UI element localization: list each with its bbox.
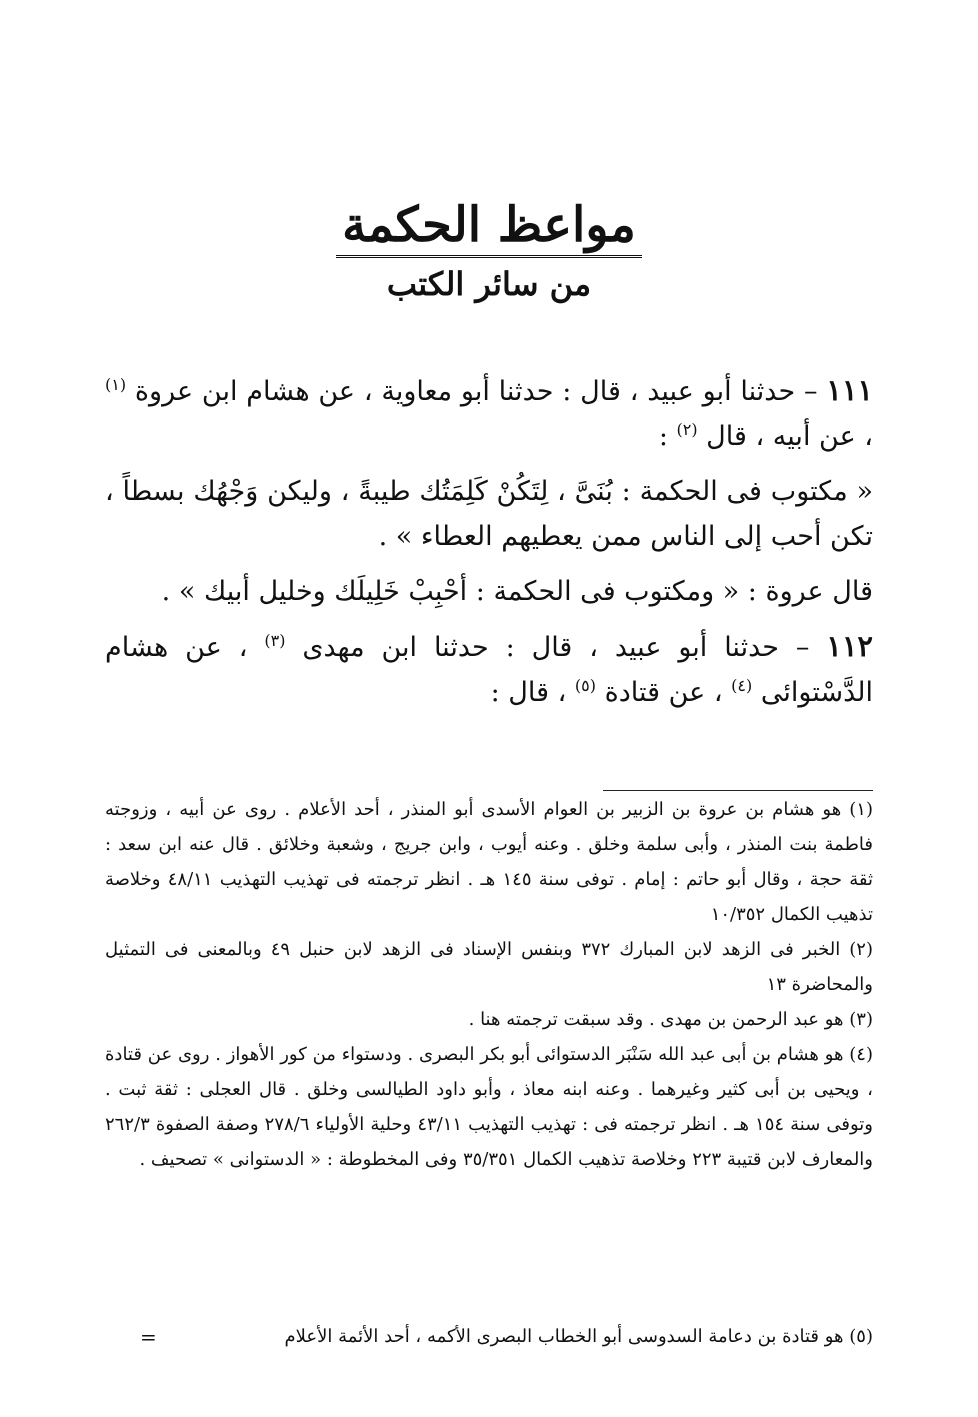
footnote-ref[interactable]: (٤) xyxy=(731,676,753,695)
paragraph-112 xyxy=(105,624,873,715)
footnote-5: (٥) هو قتادة بن دعامة السدوسى أبو الخطاب البصرى الأكمه ، أحد الأئمة الأعلام xyxy=(284,1326,873,1347)
chapter-subtitle: من سائر الكتب xyxy=(386,265,592,303)
paragraph-text: : xyxy=(658,421,677,452)
paragraph-quote-2: قال عروة : « ومكتوب فى الحكمة : أحْبِبْ خَلِيلَك وخليل أبيك » . xyxy=(161,576,873,607)
paragraph-text: ، عن قتادة xyxy=(596,677,732,708)
paragraph-quote-1: « مكتوب فى الحكمة : بُنَىَّ ، لِتَكُنْ كَلِمَتُك طيبةً ، وليكن وَجْهُك بسطاً ، تكن أحب إلى الناس ممن يعطيهم العطاء » . xyxy=(105,476,873,552)
entry-number: ١١١ xyxy=(826,373,873,407)
chapter-title: مواعظ الحكمة xyxy=(336,195,642,258)
paragraph-text: ، قال : xyxy=(490,677,575,708)
footnote-4: (٤) هو هشام بن أبى عبد الله سَنْبَر الدستوائى أبو بكر البصرى . ودستواء من كور الأهواز . روى عن قتادة ، ويحيى بن أبى كثير وغيرهما . وعنه ابنه معاذ ، وأبو داود الطيالسى وخلق . قال العجلى : ثقة ثبت . وتوفى سنة ١٥٤ هـ . انظر ترجمته فى : تهذيب التهذيب ٤٣/١١ وحلية الأولياء ٢٧٨/٦ وصفة الصفوة ٢٦٢/٣ والمعارف لابن قتيبة ٢٢٣ وخلاصة تذهيب الكمال ٣٥/٣٥١ وفى المخطوطة : « الدستوانى » تصحيف . xyxy=(105,1044,873,1170)
footnote-3: (٣) هو عبد الرحمن بن مهدى . وقد سبقت ترجمته هنا . xyxy=(468,1009,873,1030)
footnote-separator xyxy=(603,790,873,791)
paragraph-text: – حدثنا أبو عبيد ، قال : حدثنا ابن مهدى xyxy=(285,632,827,663)
continuation-mark: = xyxy=(140,1325,157,1349)
paragraph-111 xyxy=(105,368,873,459)
footnote-2: (٢) الخبر فى الزهد لابن المبارك ٣٧٢ وبنفس الإسناد فى الزهد لابن حنبل ٤٩ وبالمعنى فى التمثيل والمحاضرة ١٣ xyxy=(105,939,873,995)
paragraph-text: ، عن هشام الدَّسْتوائى xyxy=(105,632,873,708)
footnotes xyxy=(105,792,873,1177)
footnote-1: (١) هو هشام بن عروة بن الزبير بن العوام الأسدى أبو المنذر ، أحد الأعلام . روى عن أبيه ، وزوجته فاطمة بنت المنذر ، وأبى سلمة وخلق . وعنه أيوب ، وابن جريج ، وشعبة وخلائق . قال عنه ابن سعد : ثقة حجة ، وقال أبو حاتم : إمام . توفى سنة ١٤٥ هـ . انظر ترجمته فى تهذيب التهذيب ٤٨/١١ وخلاصة تذهيب الكمال ١٠/٣٥٢ xyxy=(105,799,873,925)
footnote-ref[interactable]: (١) xyxy=(105,375,127,394)
entry-number: ١١٢ xyxy=(826,629,873,663)
paragraph-text: – حدثنا أبو عبيد ، قال : حدثنا أبو معاوية ، عن هشام ابن عروة xyxy=(126,376,827,407)
main-text xyxy=(105,368,873,725)
chapter-heading xyxy=(0,195,978,304)
footnote-ref[interactable]: (٢) xyxy=(676,420,698,439)
paragraph-text: ، عن أبيه ، قال xyxy=(697,421,873,452)
footnote-ref[interactable]: (٣) xyxy=(264,631,286,650)
footnote-ref[interactable]: (٥) xyxy=(574,676,596,695)
